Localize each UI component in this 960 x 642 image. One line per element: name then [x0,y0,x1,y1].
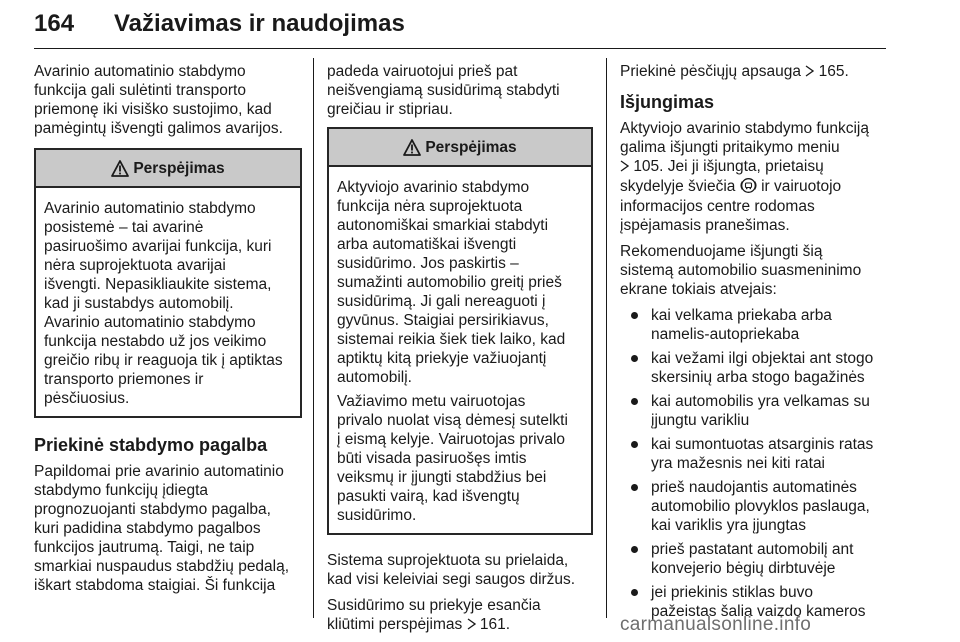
text-line: neišvengiamą susidūrimą stabdyti [327,82,560,99]
warning-paragraph [337,178,583,387]
text-line: autonomiškai smarkiai stabdyti [337,217,549,234]
text-line: automobilio plovyklos paslauga, [651,498,870,515]
bullet-icon [631,441,638,448]
text-line: priemonę iki visiško sustojimo, kad [34,101,272,118]
text-fragment: skydelyje šviečia [620,178,736,195]
text-line: išvengti. Nepasikliaukite sistema, [44,276,272,293]
column-1 [34,62,302,602]
watermark: carmanualsonline.info [620,614,812,635]
list-item [620,349,888,387]
text-line: kad ji sustabdys automobilį. [44,295,234,312]
text-line: Avarinio automatinio stabdymo [34,63,246,80]
text-line: Susidūrimo su priekyje esančia [327,597,541,614]
page-header [34,10,886,42]
warning-title: Perspėjimas [425,138,517,156]
text-fragment: Priekinė pėsčiųjų apsauga [620,63,801,80]
text-line: sistemą automobilio suasmeninimo [620,262,862,279]
intro-paragraph [34,62,302,138]
text-line: Važiavimo metu vairuotojas [337,393,526,410]
warning-triangle-icon [111,160,129,177]
text-line: pėsčiuosius. [44,390,130,407]
text-line: aptiktų kitą priekyje važiuojantį [337,350,547,367]
paragraph [620,119,888,235]
header-rule [34,48,886,49]
list-item [620,540,888,578]
text-line: kai automobilis yra velkamas su [651,393,870,410]
text-line: padeda vairuotojui prieš pat [327,63,518,80]
text-line: kai vežami ilgi objektai ant stogo [651,350,874,367]
text-line: konvejerio bėgių dirbtuvėje [651,560,836,577]
list-item [620,306,888,344]
page-reference-arrow-icon [467,618,476,630]
text-line: iškart stabdoma staigiai. Ši funkcija [34,577,276,594]
warning-title: Perspėjimas [133,159,225,177]
section-paragraph [34,462,302,595]
page-reference-link[interactable]: 161. [479,616,511,633]
page-reference-link[interactable]: 165. [818,63,849,80]
bullet-icon [631,589,638,596]
text-line: sistemai reikia šiek tiek laiko, kad [337,331,566,348]
warning-triangle-icon [403,139,421,156]
list-item [620,435,888,473]
text-line: Sistema suprojektuota su prielaida, [327,552,569,569]
text-line: Rekomenduojame išjungti šią [620,243,823,260]
warning-paragraph [337,392,583,525]
warning-body [36,188,300,416]
text-line: gyvūnus. Staigiai persirikiavus, [337,312,549,329]
page-reference-link[interactable]: 105. [633,158,664,175]
bullet-icon [631,355,638,362]
continued-paragraph [327,62,593,119]
text-line: pamėgintų išvengti galimos avarijos. [34,120,283,137]
text-line: pažeistas šalia vaizdo kameros [651,603,866,620]
text-line [327,615,593,634]
bullet-list [620,306,888,621]
page-number: 164 [34,10,75,37]
section-heading: Išjungimas [620,92,715,112]
text-line: kuri padidina stabdymo pagalbos [34,520,261,537]
warning-body [329,167,591,533]
text-line: jei priekinis stiklas buvo [651,584,813,601]
text-line: transporto priemones ir [44,371,204,388]
text-line: nėra suprojektuota avarijai [44,257,226,274]
column-divider [606,58,607,618]
column-3 [620,62,888,626]
warning-box [34,148,302,418]
text-line: susidūrimą. Ji gali nereaguoti į [337,293,546,310]
text-line: Aktyviojo avarinio stabdymo funkciją [620,120,869,137]
text-line: posistemė – tai avarinė [44,219,204,236]
text-line: susidūrimo. Jos paskirtis – [337,255,519,272]
text-line: namelis-autopriekaba [651,326,800,343]
text-line: prognozuojanti stabdymo pagalba, [34,501,271,518]
text-line: į eismą kelyje. Vairuotojas privalo [337,431,566,448]
page-reference-arrow-icon [805,65,814,77]
page-reference-arrow-icon [620,160,629,172]
text-line: funkcija nėra suprojektuota [337,198,523,215]
text-line: funkcija gali sulėtinti transporto [34,82,246,99]
text-line: stabdymo funkcijų įdiegta [34,482,209,499]
list-item [620,478,888,535]
text-line: sumažinti automobilio greitį prieš [337,274,562,291]
text-line: Avarinio automatinio stabdymo [44,200,256,217]
text-line: įjungtu varikliu [651,412,750,429]
text-fragment: ir vairuotojo [761,178,842,195]
text-line: Avarinio automatinio stabdymo [44,314,256,331]
text-line: Aktyviojo avarinio stabdymo [337,179,530,196]
text-line: yra mažesnis nei kiti ratai [651,455,826,472]
bullet-icon [631,312,638,319]
text-line: greičio ribų ir reaguoja tik į aptiktas [44,352,283,369]
paragraph [327,596,593,634]
text-line: susidūrimo. [337,507,417,524]
text-line: pasukti vairą, kad išvengtų [337,488,520,505]
column-divider [313,58,314,618]
text-line: kad visi keleiviai segi saugos diržus. [327,571,576,588]
text-line: ekrane tokiais atvejais: [620,281,777,298]
running-title: Važiavimas ir naudojimas [114,10,405,37]
text-line: kai sumontuotas atsarginis ratas [651,436,874,453]
section-heading: Priekinė stabdymo pagalba [34,435,268,455]
text-line: automobilį. [337,369,412,386]
bullet-icon [631,484,638,491]
text-line: smarkiai nuspaudus stabdžių pedalą, [34,558,290,575]
text-line: funkcija nestabdo už jos veikimo [44,333,267,350]
text-fragment: Jei ji išjungta, prietaisų [667,158,824,175]
warning-box [327,127,593,535]
text-line: veiksmų ir įjungti stabdžius bei [337,469,547,486]
text-line: Papildomai prie avarinio automatinio [34,463,284,480]
text-line: prieš pastatant automobilį ant [651,541,854,558]
text-line: kai velkama priekaba arba [651,307,832,324]
text-fragment: kliūtimi perspėjimas [327,616,463,633]
warning-header [329,129,591,167]
text-line: informacijos centre rodomas [620,198,815,215]
text-line: įspėjamasis pranešimas. [620,217,790,234]
text-line: privalo nuolat visą dėmesį sutelkti [337,412,568,429]
paragraph [620,62,888,81]
list-item [620,392,888,430]
bullet-icon [631,546,638,553]
text-line: greičiau ir stipriau. [327,101,453,118]
text-line: funkcijos jautrumą. Taigi, ne taip [34,539,255,556]
text-line: kai variklis yra įjungtas [651,517,807,534]
text-line: prieš naudojantis automatinės [651,479,857,496]
column-2 [327,62,593,641]
text-line: arba automatiškai išvengti [337,236,517,253]
text-line: skersinių arba stogo bagažinės [651,369,865,386]
text-line [620,157,888,176]
paragraph [327,551,593,589]
brake-warning-lamp-icon [740,177,757,194]
text-line [620,176,888,197]
text-line: pasiruošimo avarijai funkcija, kuri [44,238,272,255]
text-line: būti visada pasiruošęs imtis [337,450,527,467]
text-line: galima išjungti pritaikymo meniu [620,139,840,156]
paragraph [620,242,888,299]
bullet-icon [631,398,638,405]
warning-header [36,150,300,188]
